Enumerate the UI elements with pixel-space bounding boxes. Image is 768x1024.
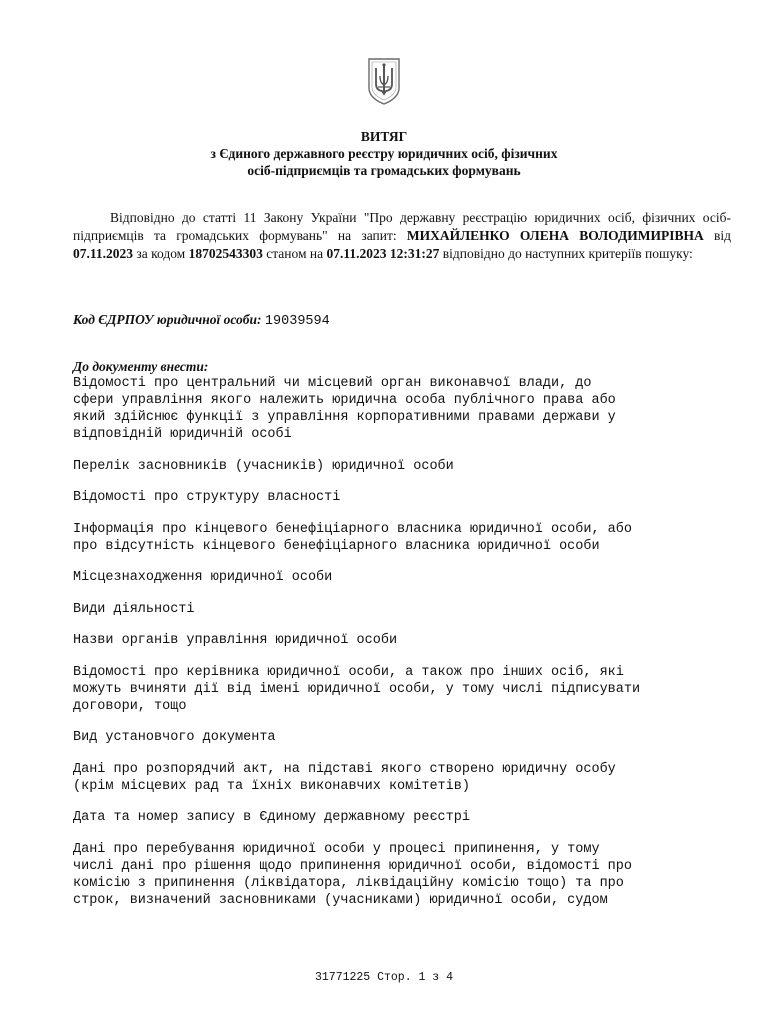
list-item: Перелік засновників (учасників) юридичної особи [73, 458, 454, 474]
request-datetime: 07.11.2023 12:31:27 [326, 246, 440, 261]
list-item: Назви органів управління юридичної особи [73, 633, 398, 648]
ukraine-coat-of-arms-icon [366, 56, 402, 106]
edrpou-label: Код ЄДРПОУ юридичної особи: [73, 312, 262, 327]
list-item: Види діяльності [73, 601, 195, 617]
request-date: 07.11.2023 [73, 246, 134, 261]
list-item: Відомості про центральний чи місцевий орган виконавчої влади, до сфери управління якого належить юридична особа публічного права або який здійснює функції з управління корпоративними правами держави у відповідній юридичній особі [73, 376, 616, 442]
document-title: ВИТЯГ [360, 129, 408, 144]
list-item: Відомості про структуру власності [73, 490, 341, 505]
document-items-list [73, 375, 733, 923]
list-item: Місцезнаходження юридичної особи [73, 570, 333, 585]
requester-name: МИХАЙЛЕНКО ОЛЕНА ВОЛОДИМИРІВНА [406, 228, 704, 243]
list-item: Відомості про керівника юридичної особи, а також про інших осіб, які можуть вчиняти дії від імені юридичної особи, у тому числі підписувати договори, тощо [73, 664, 641, 714]
intro-text-4: станом на [262, 246, 327, 261]
list-item: Дата та номер запису в Єдиному державному реєстрі [73, 810, 470, 825]
document-title-block [100, 128, 668, 179]
document-section-heading: До документу внести: [73, 359, 209, 374]
intro-text-5: відповідно до наступних критеріїв пошуку: [439, 246, 693, 261]
edrpou-line [73, 311, 330, 331]
intro-text-1: Відповідно до статті 11 Закону України "Про державну реєстрацію юридичних осіб, фізичних осіб-підприємців та громадських формувань" на запит: [73, 210, 731, 243]
list-item: Інформація про кінцевого бенефіціарного власника юридичної особи, або про відсутність кінцевого бенефіціарного власника юридичної особи [73, 521, 632, 554]
request-code: 18702543303 [188, 246, 263, 261]
page-footer: 31771225 Стор. 1 з 4 [314, 971, 454, 984]
intro-paragraph [73, 209, 731, 263]
document-subtitle-line-1: з Єдиного державного реєстру юридичних осіб, фізичних [210, 146, 558, 161]
document-subtitle-line-2: осіб-підприємців та громадських формувань [247, 163, 521, 178]
list-item: Вид установчого документа [73, 730, 276, 745]
list-item: Дані про розпорядчий акт, на підставі якого створено юридичну особу (крім місцевих рад та їхніх виконавчих комітетів) [73, 761, 616, 794]
intro-text-2: від [703, 228, 731, 243]
list-item: Дані про перебування юридичної особи у процесі припинення, у тому числі дані про рішення щодо припинення юридичної особи, відомості про комісію з припинення (ліквідатора, ліквідаційну комісію тощо) та про строк, визначений засновниками (учасниками) юридичної особи, судом [73, 841, 632, 908]
intro-text-3: за кодом [133, 246, 189, 261]
edrpou-value: 19039594 [264, 314, 330, 329]
